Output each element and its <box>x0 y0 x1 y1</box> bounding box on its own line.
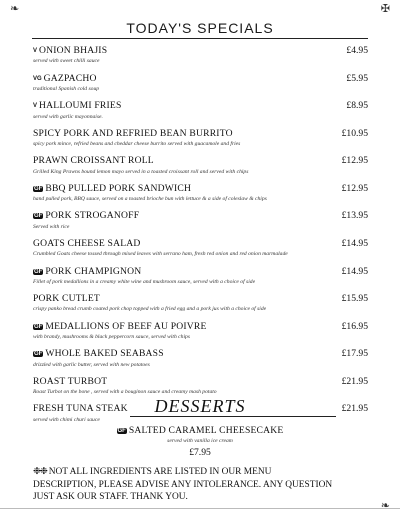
menu-item-description: served with garlic mayonnaise. <box>33 113 103 120</box>
menu-item-price: £5.95 <box>346 72 368 84</box>
desserts-heading: DESSERTS <box>154 396 246 416</box>
menu-item-description: Crumbled Goats cheese tossed through mixed leaves with serrano ham, fresh red onion and red onion marmalade <box>33 251 288 258</box>
menu-item-name: BBQ PULLED PORK SANDWICH <box>45 182 192 194</box>
dietary-badge-icon: V <box>33 103 38 110</box>
menu-item-line <box>33 150 368 168</box>
menu-item-description: hand pulled pork, BBQ sauce, served on a toasted brioche bun with lettuce & a side of coleslaw & chips <box>33 196 267 203</box>
menu-item-description: Fillet of pork medallions in a creamy white wine and mushroom sauce, served with a choice of side <box>33 278 256 285</box>
menu-item-name: PORK CHAMPIGNON <box>45 265 142 277</box>
menu-item-line <box>33 205 368 223</box>
menu-item-title <box>33 123 233 141</box>
menu-item <box>33 123 368 148</box>
menu-item-title <box>33 68 97 86</box>
menu-item-description: Grilled King Prawns bound lemon mayo served in a toasted croissant roll and served with chips <box>33 168 249 175</box>
menu-item <box>33 371 368 396</box>
menu-item-description: drizzled with garlic butter, served with new potatoes <box>33 361 150 368</box>
menu-item-title <box>33 288 100 306</box>
menu-item-price: £15.95 <box>341 293 368 305</box>
menu-item-description: traditional Spanish cold soup <box>33 85 100 92</box>
menu-item <box>33 233 368 258</box>
desserts-divider <box>130 416 336 417</box>
menu-item-price: £4.95 <box>346 45 368 56</box>
dessert-name: SALTED CARAMEL CHEESECAKE <box>128 425 284 436</box>
menu-item-title <box>33 233 141 251</box>
menu-item-line <box>33 343 368 361</box>
dietary-badge-icon: GF <box>34 323 43 330</box>
dietary-badge-icon: GF <box>34 213 43 220</box>
dietary-badge-icon: GF <box>34 351 43 358</box>
menu-item <box>33 261 368 286</box>
menu-item-name: HALLOUMI FRIES <box>39 100 122 112</box>
menu-item <box>33 205 368 230</box>
menu-item-description: Roast Turbot on the bone , served with a bouginon sauce and creamy mash potato <box>33 389 217 396</box>
corner-ornament-icon: ❧ <box>10 3 20 15</box>
title-divider <box>32 38 368 39</box>
menu-item-name: ROAST TURBOT <box>33 375 108 387</box>
menu-item-name: MEDALLIONS OF BEEF AU POIVRE <box>45 320 207 332</box>
menu-item-price: £21.95 <box>341 375 368 387</box>
menu-item-price: £16.95 <box>341 320 368 332</box>
menu-item-line <box>33 233 368 251</box>
menu-item-line <box>33 95 368 113</box>
menu-item-price: £14.95 <box>341 265 368 277</box>
menu-item-description: spicy pork mince, refried beans and cheddar cheese burrito served with guacamole and fries <box>33 141 241 148</box>
allergen-notice-text: NOT ALL INGREDIENTS ARE LISTED IN OUR MENU DESCRIPTION, PLEASE ADVISE ANY INTOLERANCE. ANY QUESTION JUST ASK OUR STAFF. THANK YOU. <box>33 467 333 502</box>
dietary-badge-icon: GF <box>117 428 126 434</box>
menu-item-price: £17.95 <box>341 348 368 360</box>
menu-item-name: GAZPACHO <box>43 72 97 84</box>
dietary-badge-icon: VG <box>33 75 42 82</box>
corner-ornament-icon: ❧ <box>380 500 390 512</box>
menu-item-price: £8.95 <box>346 100 368 112</box>
menu-item-line <box>33 261 368 279</box>
dietary-badge-icon: V <box>33 48 38 54</box>
menu-item-name: ONION BHAJIS <box>39 45 108 56</box>
menu-item-price: £12.95 <box>341 155 368 167</box>
menu-item <box>33 343 368 368</box>
menu-item-price: £14.95 <box>341 237 368 249</box>
menu-item-line <box>33 40 368 58</box>
menu-item-price: £13.95 <box>341 210 368 222</box>
menu-item-description: crispy panko bread crumb coated pork chop topped with a fried egg and a pork jus with a choice of side <box>33 306 267 313</box>
specials-list <box>33 40 368 426</box>
menu-item-line <box>33 68 368 86</box>
page-title: TODAY'S SPECIALS <box>126 20 274 36</box>
footer-divider <box>0 508 400 509</box>
menu-item-line <box>33 288 368 306</box>
menu-item-line <box>33 123 368 141</box>
dessert-price: £7.95 <box>189 447 211 459</box>
menu-item-description: with brandy, mushrooms & black peppercorn sauce, served with chips <box>33 334 190 341</box>
menu-item-title <box>33 205 139 223</box>
menu-item-price: £21.95 <box>341 403 368 415</box>
menu-item-title <box>33 371 107 389</box>
menu-item-title <box>33 40 107 58</box>
dessert-description: served with vanilla ice cream <box>167 438 233 445</box>
menu-item-line <box>33 371 368 389</box>
menu-item-description: served with chimi churi sauce <box>33 416 100 423</box>
allergen-notice <box>33 466 333 504</box>
menu-item <box>33 40 368 65</box>
menu-item-title <box>33 150 154 168</box>
menu-item <box>33 150 368 175</box>
menu-item-name: FRESH TUNA STEAK <box>33 403 128 415</box>
menu-item-name: PRAWN CROISSANT ROLL <box>33 155 154 167</box>
menu-item-name: WHOLE BAKED SEABASS <box>45 348 164 360</box>
menu-item-title <box>33 343 164 361</box>
menu-item-name: PORK CUTLET <box>33 293 100 305</box>
dietary-badge-icon: GF <box>34 268 43 275</box>
menu-item-line <box>33 316 368 334</box>
menu-item-line <box>33 178 368 196</box>
menu-item <box>33 95 368 120</box>
menu-item <box>33 288 368 313</box>
menu-item <box>33 316 368 341</box>
menu-item-name: GOATS CHEESE SALAD <box>33 237 141 249</box>
menu-item-description: served with sweet chilli sauce <box>33 58 100 65</box>
menu-item-description: Served with rice <box>33 223 70 230</box>
menu-item <box>33 178 368 203</box>
menu-item-title <box>33 261 141 279</box>
menu-item-title <box>33 95 122 113</box>
menu-item-price: £12.95 <box>341 182 368 194</box>
corner-ornament-icon: ✠ <box>380 3 390 15</box>
dietary-badge-icon: GF <box>34 185 43 192</box>
menu-item-title <box>33 316 207 334</box>
menu-item-name: PORK STROGANOFF <box>45 210 140 222</box>
menu-item-name: SPICY PORK AND REFRIED BEAN BURRITO <box>33 127 233 139</box>
allergen-symbol-icon: ❉❉ <box>33 467 47 477</box>
dessert-item <box>0 420 400 458</box>
menu-item-title <box>33 178 191 196</box>
menu-item <box>33 68 368 93</box>
menu-item-price: £10.95 <box>341 127 368 139</box>
